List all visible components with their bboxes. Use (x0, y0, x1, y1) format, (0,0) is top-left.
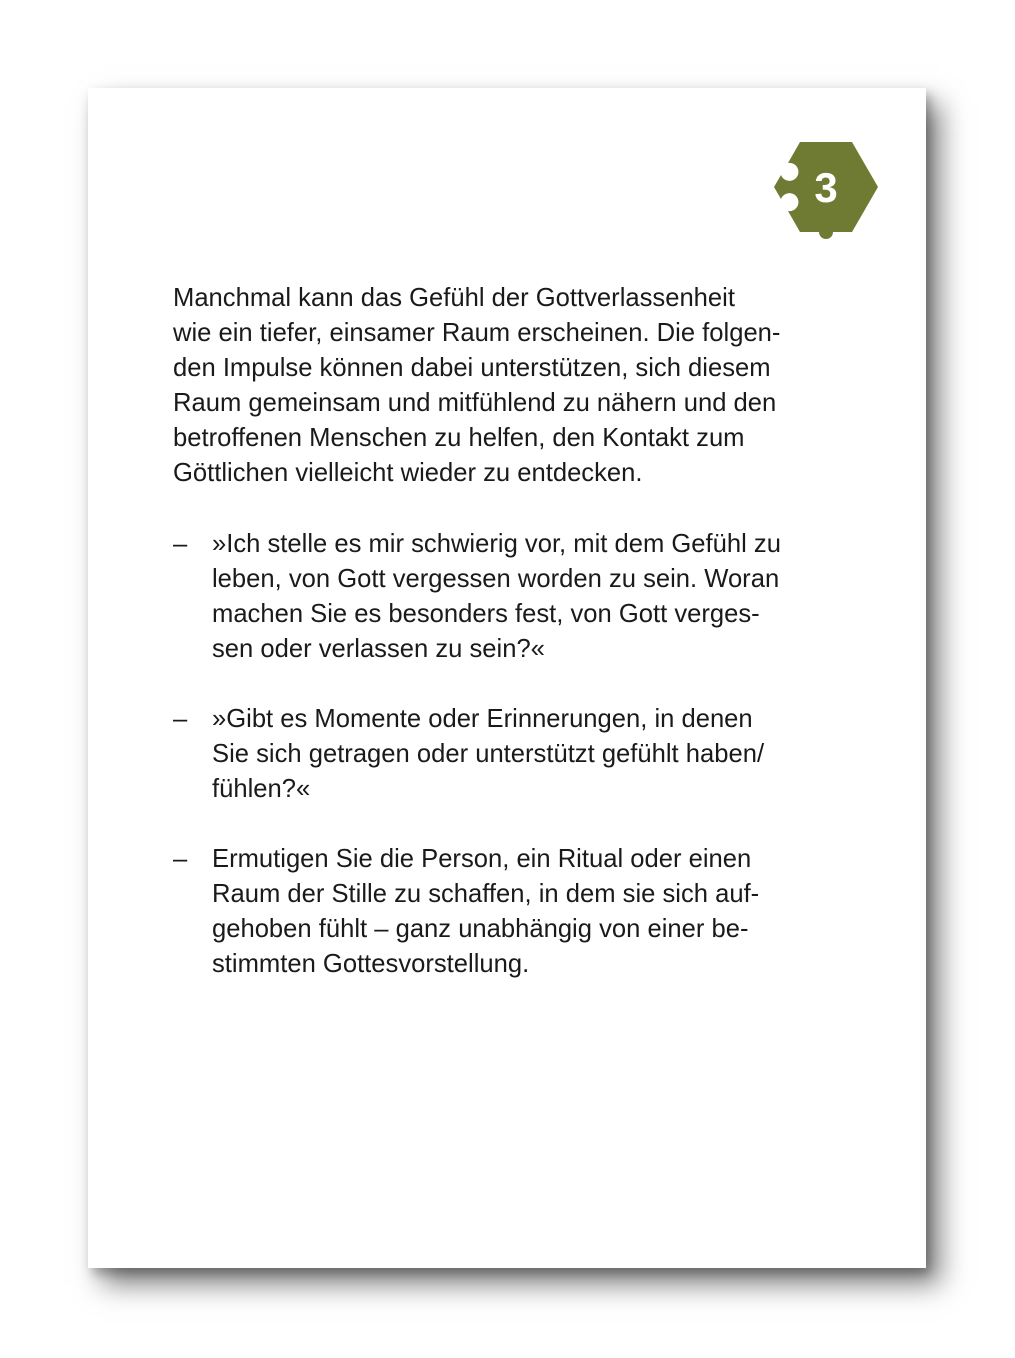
impulse-line: Ermutigen Sie die Person, ein Ritual oder einen (212, 845, 752, 873)
intro-line: betroffenen Menschen zu helfen, den Kontakt zum (173, 424, 745, 452)
intro-line: Raum gemeinsam und mitfühlend zu nähern und den (173, 389, 777, 417)
intro-line: wie ein tiefer, einsamer Raum erscheinen. Die folgen- (173, 319, 781, 347)
impulse-line: gehoben fühlt – ganz unabhängig von einer be- (212, 915, 749, 943)
impulse-item (173, 527, 781, 667)
intro-line: den Impulse können dabei unterstützen, sich diesem (173, 354, 771, 382)
impulse-line: stimmten Gottesvorstellung. (212, 950, 530, 978)
impulse-item (173, 842, 781, 982)
impulse-line: machen Sie es besonders fest, von Gott verges- (212, 600, 760, 628)
dash-marker: – (173, 530, 188, 558)
impulse-list (173, 527, 781, 1017)
impulse-line: Sie sich getragen oder unterstützt gefühlt haben/ (212, 740, 765, 768)
impulse-line: Raum der Stille zu schaffen, in dem sie sich auf- (212, 880, 760, 908)
impulse-line: leben, von Gott vergessen worden zu sein. Woran (212, 565, 780, 593)
impulse-line: fühlen?« (212, 775, 311, 803)
dash-marker: – (173, 845, 188, 873)
impulse-line: »Gibt es Momente oder Erinnerungen, in denen (212, 705, 753, 733)
card-number: 3 (814, 164, 838, 211)
impulse-line: sen oder verlassen zu sein?« (212, 635, 545, 663)
card-number-badge (774, 142, 878, 250)
intro-line: Göttlichen vielleicht wieder zu entdecken. (173, 459, 643, 487)
dash-marker: – (173, 705, 188, 733)
impulse-line: »Ich stelle es mir schwierig vor, mit dem Gefühl zu (212, 530, 781, 558)
impulse-item (173, 702, 781, 807)
intro-paragraph (173, 281, 780, 491)
card (88, 88, 926, 1268)
intro-line: Manchmal kann das Gefühl der Gottverlassenheit (173, 284, 735, 312)
